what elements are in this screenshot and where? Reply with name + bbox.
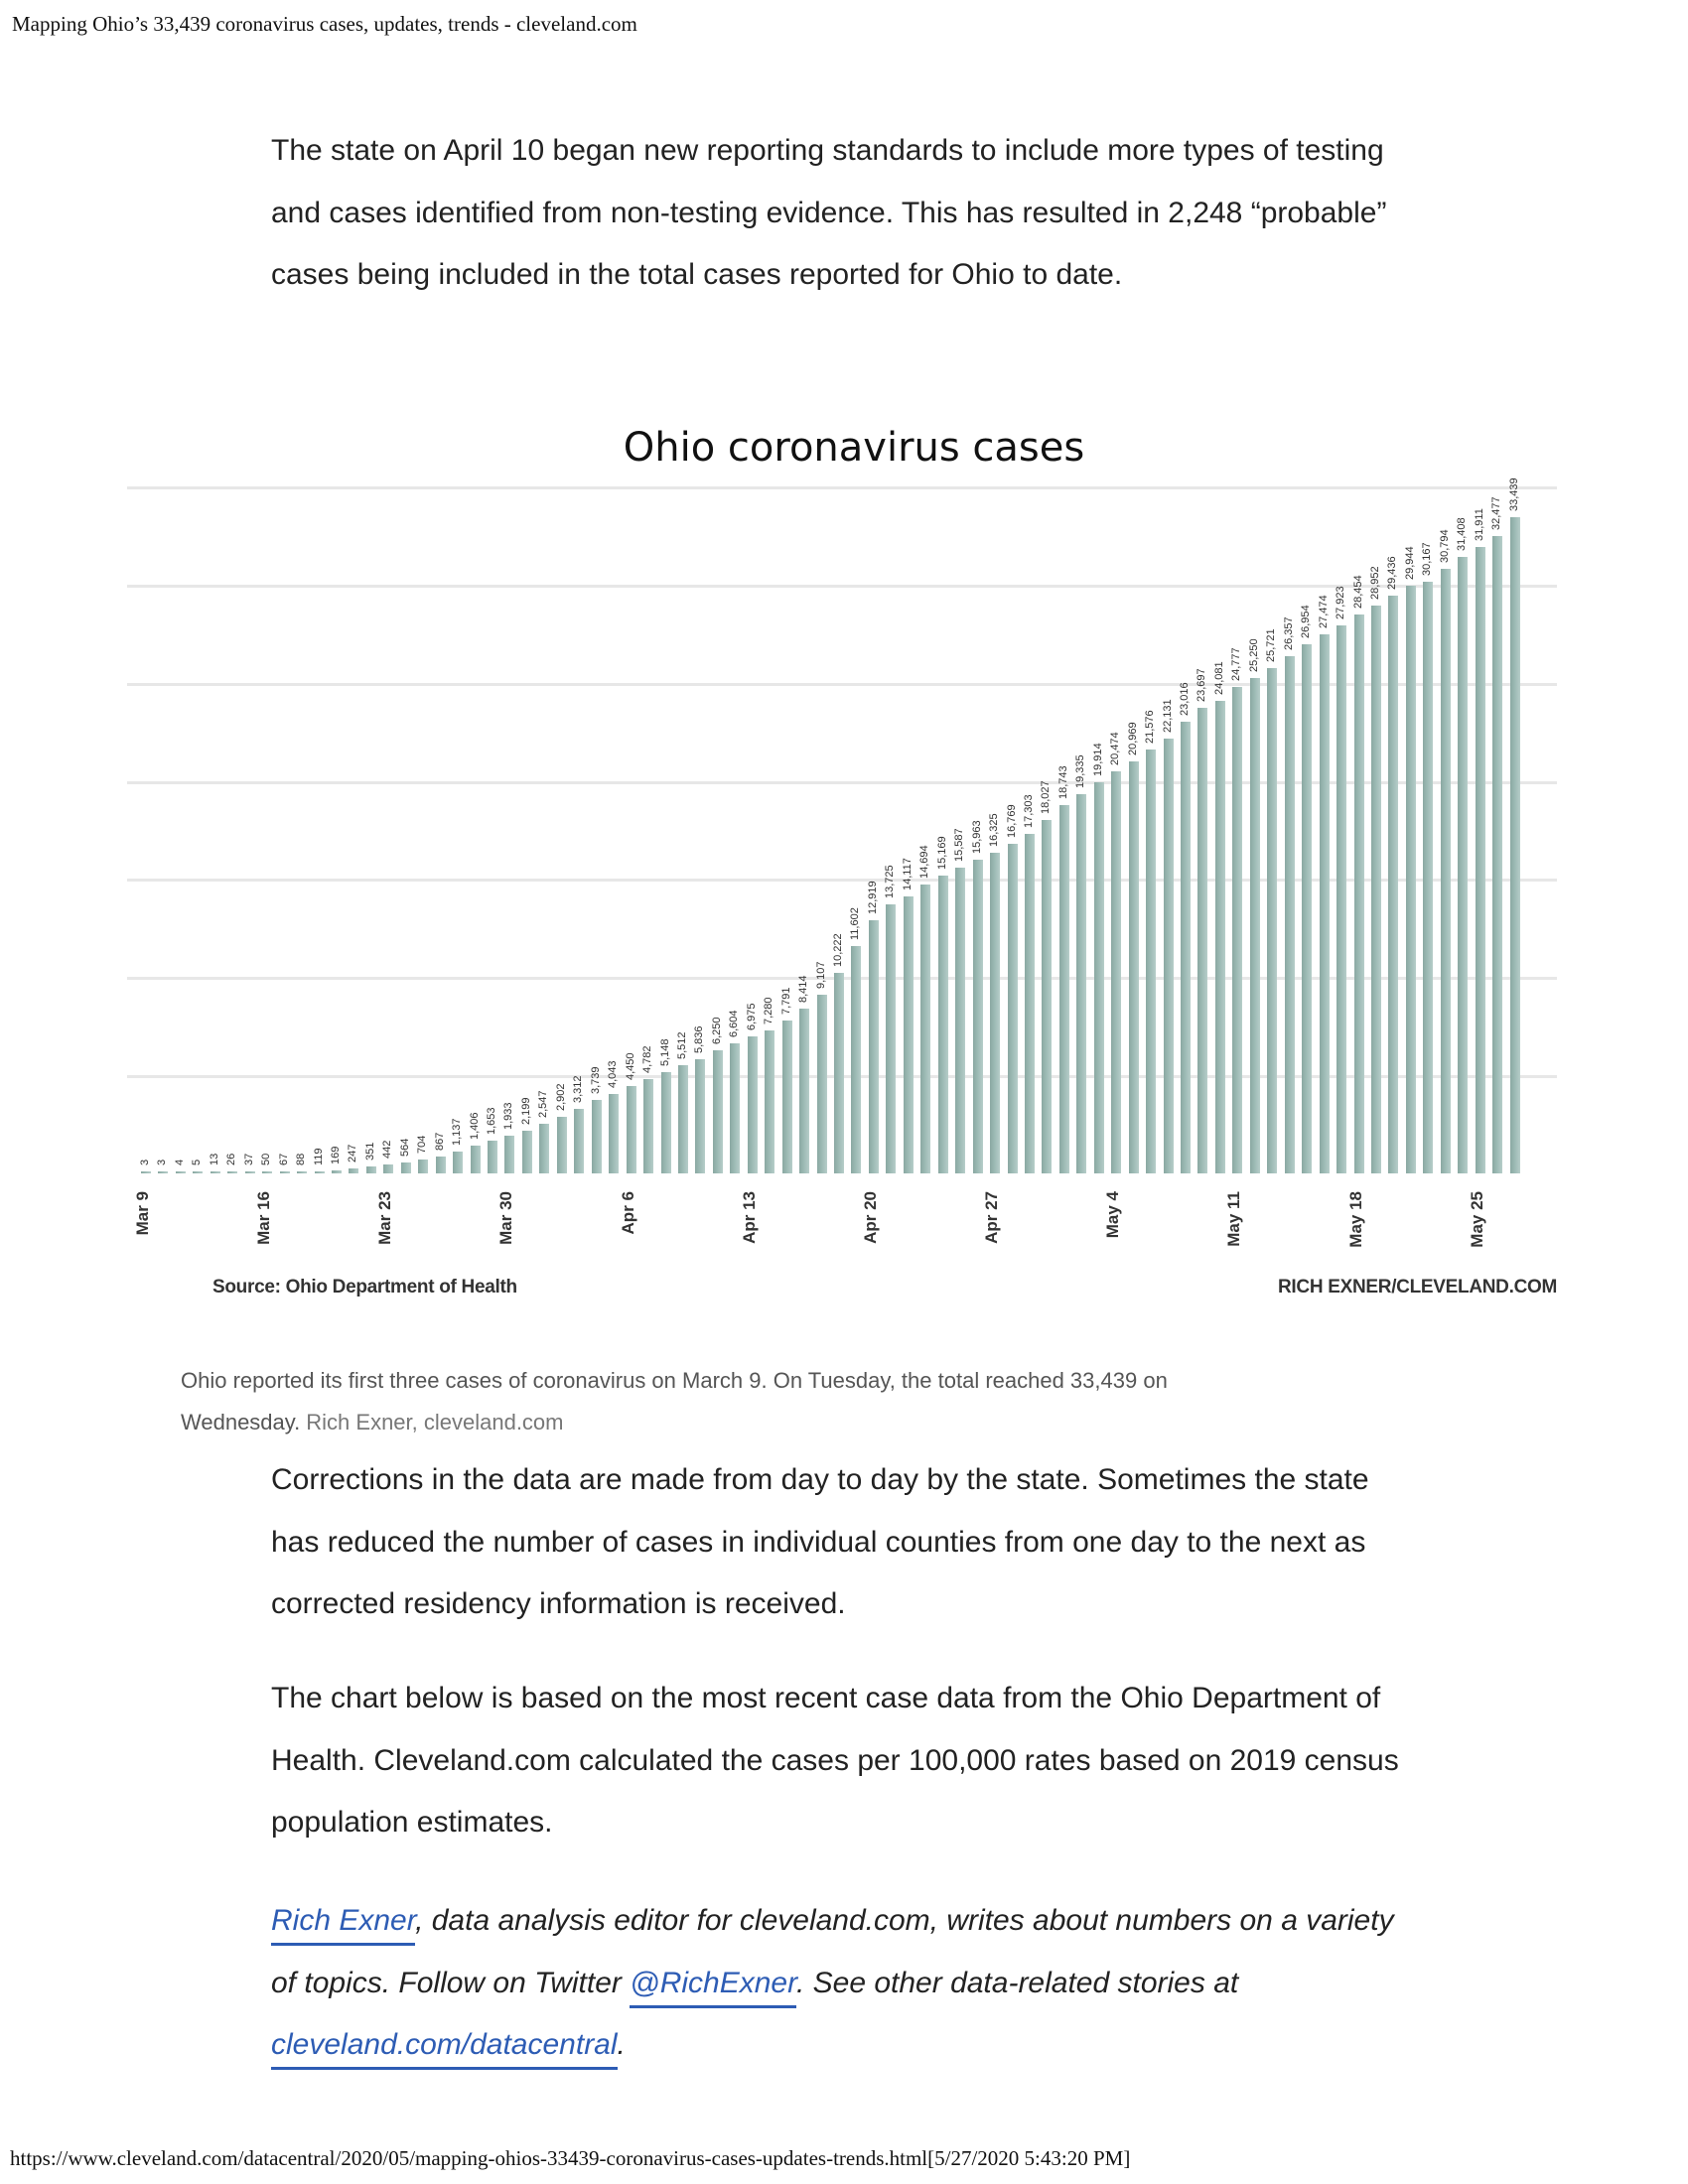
bar bbox=[1076, 794, 1086, 1173]
bar bbox=[1025, 834, 1035, 1173]
author-link[interactable]: Rich Exner bbox=[271, 1904, 415, 1946]
bar bbox=[1492, 536, 1502, 1173]
bar bbox=[1302, 644, 1312, 1173]
bar bbox=[1388, 596, 1398, 1173]
bar bbox=[920, 885, 930, 1173]
bar bbox=[799, 1009, 809, 1173]
bar bbox=[1164, 739, 1174, 1173]
bar bbox=[1111, 771, 1121, 1173]
chart-credit: RICH EXNER/CLEVELAND.COM bbox=[1278, 1277, 1557, 1297]
bar bbox=[141, 1171, 151, 1173]
bar bbox=[851, 946, 861, 1173]
bar bbox=[1042, 820, 1052, 1173]
bar bbox=[904, 896, 914, 1173]
bar bbox=[280, 1171, 290, 1173]
bar bbox=[817, 995, 827, 1173]
bar bbox=[401, 1162, 411, 1173]
caption-text: Ohio reported its first three cases of coronavirus on March 9. On Tuesday, the total reached 33,439 on Wednesday. bbox=[181, 1368, 1168, 1434]
bar bbox=[609, 1094, 619, 1173]
bar bbox=[262, 1171, 272, 1173]
bar bbox=[453, 1152, 463, 1173]
bar bbox=[886, 904, 896, 1173]
bar bbox=[1458, 557, 1468, 1173]
bar bbox=[1423, 582, 1433, 1173]
bar bbox=[1336, 625, 1346, 1173]
article-paragraph-corrections: Corrections in the data are made from day to day by the state. Sometimes the state has reduced the number of cases in individual counties from one day to the next as corrected residency information is received. bbox=[271, 1463, 1369, 1620]
bar bbox=[695, 1059, 705, 1173]
bar bbox=[504, 1136, 514, 1173]
bar bbox=[245, 1171, 255, 1173]
bar bbox=[1354, 614, 1364, 1173]
bar bbox=[938, 876, 948, 1173]
bar bbox=[713, 1050, 723, 1173]
datacentral-link[interactable]: cleveland.com/datacentral bbox=[271, 2028, 618, 2070]
chart-bars: 3 3 4 5 13 26 37 50 67 88 119 169 247 351 442 564 704 867 1,137 1,406 1,653 1,933 2,199 2,547 2,902 3,312 3,739 4,043 4,450 4,782 5,148 5,512 5,836 6,250 6,604 6,975 7,280 7,791 8,414 9,107 10,222 11,602 12,919 13,725 14,117 14,694 15,169 15,587 15,963 16,325 16,769 17,303 18,027 18,743 19,335 19,914 20,474 20,969 21,576 22,131 23,016 23,697 24,081 24,777 25,250 25,721 26,357 26,954 27,474 27,923 28,454 28,952 29,436 29,944 30,167 30,794 31,408 31,911 32,477 33,439 bbox=[127, 486, 1569, 1173]
bar bbox=[193, 1171, 203, 1173]
bar bbox=[332, 1170, 342, 1173]
twitter-link[interactable]: @RichExner bbox=[630, 1967, 796, 2008]
bar bbox=[176, 1171, 186, 1173]
bar bbox=[661, 1072, 671, 1173]
author-bio bbox=[271, 1890, 1423, 2077]
bar bbox=[730, 1043, 740, 1173]
bar bbox=[643, 1079, 653, 1173]
article-paragraph-chart-note: The chart below is based on the most recent case data from the Ohio Department of Health. Cleveland.com calculated the cases per 100,000 rates based on 2019 census population estimates. bbox=[271, 1682, 1399, 1839]
print-header-title: Mapping Ohio’s 33,439 coronavirus cases, updates, trends - cleveland.com bbox=[12, 12, 637, 36]
bar bbox=[973, 860, 983, 1173]
bar bbox=[297, 1171, 307, 1173]
bar bbox=[1197, 708, 1207, 1173]
bar bbox=[1181, 722, 1191, 1173]
bar bbox=[557, 1117, 567, 1173]
bar bbox=[1476, 547, 1485, 1173]
bar bbox=[383, 1164, 393, 1173]
bar bbox=[1441, 569, 1451, 1173]
bar bbox=[315, 1171, 325, 1173]
bar bbox=[678, 1065, 688, 1173]
chart-plot-area bbox=[127, 478, 1569, 1173]
bar bbox=[955, 868, 965, 1173]
bar bbox=[834, 973, 844, 1173]
bar bbox=[627, 1086, 636, 1173]
bar bbox=[765, 1030, 774, 1173]
bar bbox=[1215, 701, 1225, 1173]
bar bbox=[782, 1021, 792, 1173]
bar bbox=[1406, 586, 1416, 1173]
bar bbox=[1094, 782, 1104, 1173]
bio-text-1: , data analysis editor for cleveland.com, writes about numbers on a variety of topics. Follow on Twitter bbox=[271, 1904, 1394, 1999]
bar bbox=[1267, 668, 1277, 1173]
bar bbox=[539, 1124, 549, 1173]
bar bbox=[488, 1141, 497, 1173]
article-paragraph-probable-cases: The state on April 10 began new reporting standards to include more types of testing and cases identified from non-testing evidence. This has resulted in 2,248 “probable” cases being included in the total cases reported for Ohio to date. bbox=[271, 134, 1387, 291]
bar bbox=[574, 1109, 584, 1173]
print-footer-url: https://www.cleveland.com/datacentral/2020/05/mapping-ohios-33439-coronavirus-cases-updates-trends.html[5/27/2020 5:43:20 PM] bbox=[10, 2146, 1131, 2170]
bar bbox=[522, 1131, 532, 1173]
bar bbox=[990, 853, 1000, 1173]
bar bbox=[1250, 678, 1260, 1173]
bar bbox=[1285, 656, 1295, 1173]
bar bbox=[349, 1168, 358, 1173]
chart-title: Ohio coronavirus cases bbox=[623, 425, 1085, 471]
bar bbox=[869, 920, 879, 1173]
bar bbox=[1320, 634, 1330, 1173]
bar bbox=[1371, 606, 1381, 1173]
chart-caption bbox=[181, 1360, 1333, 1443]
bar bbox=[366, 1166, 376, 1173]
bio-text-2: . See other data-related stories at bbox=[795, 1966, 1239, 1999]
bar bbox=[748, 1036, 758, 1173]
bar bbox=[592, 1100, 602, 1173]
bar bbox=[418, 1160, 428, 1173]
bar bbox=[1232, 687, 1242, 1173]
bar bbox=[1510, 517, 1520, 1173]
bar bbox=[227, 1171, 237, 1173]
ohio-cases-chart: Ohio coronavirus cases 3 3 4 5 13 26 37 50 67 88 119 169 247 351 442 564 704 867 1,137 1,406 1,653 1,933 2,199 2,547 2,902 3,312 3,739 4,043 4,450 4,782 5,148 5,512 5,836 6,250 6,604 6,975 7,280 7,791 8,414 9,107 10,222 11,602 12,919 13,725 14,117 14,694 15,169 15,587 15,963 16,325 16,769 17,303 18,027 18,743 19,335 19,914 20,474 20,969 21,576 22,131 23,016 23,697 24,081 24,777 25,250 25,721 26,357 26,954 27,474 27,923 28,454 28,952 29,436 29,944 30,167 30,794 31,408 31,911 32,477 33,439 Mar 9 Mar 16 Mar 23 Mar 30 Apr 6 Apr 13 Apr 20 Apr 27 May 4 May 11 May 18 May 25 Source: Ohio Department of Health RICH EXNER/CLEVELAND.COM bbox=[109, 417, 1569, 1310]
bar bbox=[211, 1171, 220, 1173]
bar bbox=[158, 1171, 168, 1173]
bar bbox=[471, 1146, 481, 1173]
bar bbox=[1129, 761, 1139, 1173]
bar bbox=[436, 1157, 446, 1173]
chart-source: Source: Ohio Department of Health bbox=[212, 1277, 517, 1297]
bio-text-3: . bbox=[617, 2028, 626, 2061]
bar bbox=[1146, 750, 1156, 1173]
bar bbox=[1008, 844, 1018, 1173]
bar bbox=[1059, 805, 1069, 1173]
caption-credit: Rich Exner, cleveland.com bbox=[306, 1410, 564, 1434]
